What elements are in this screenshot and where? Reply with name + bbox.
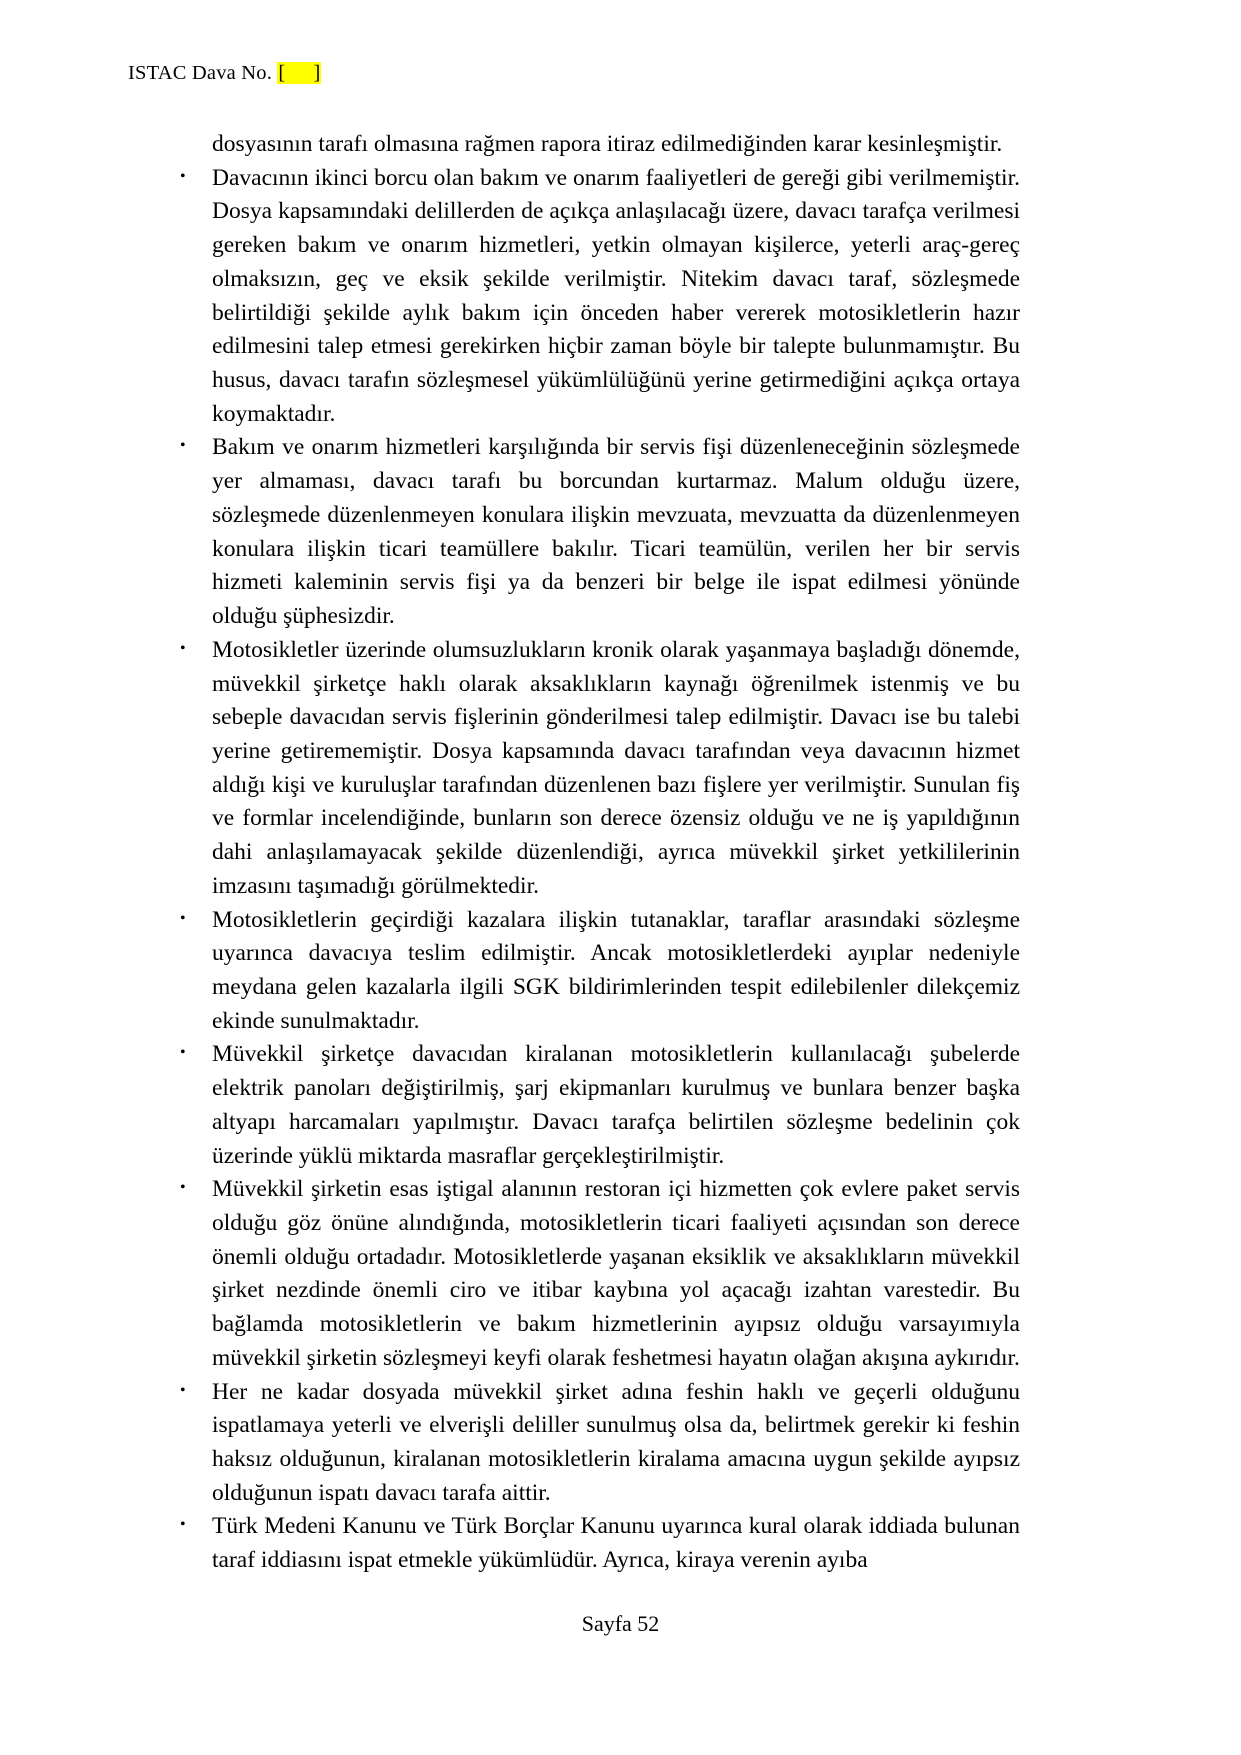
list-item: • Bakım ve onarım hizmetleri karşılığında bir servis fişi düzenleneceğinin sözleşmede yer almaması, davacı tarafı bu borcundan kurtarmaz. Malum olduğu üzere, sözleşmede düzenlenmeyen konulara ilişkin mevzuata, mevzuatta da düzenlenmeyen konulara ilişkin ticari teamüllere bakılır. Ticari teamülün, verilen her bir servis hizmeti kaleminin servis fişi ya da benzeri bir belge ile ispat edilmesi yönünde olduğu şüphesizdir. (212, 431, 1020, 633)
list-item: • Motosikletler üzerinde olumsuzlukların kronik olarak yaşanmaya başladığı dönemde, müvekkil şirketçe haklı olarak aksaklıkların kaynağı öğrenilmek istenmiş ve bu sebeple davacıdan servis fişlerinin gönderilmesi talep edilmiştir. Davacı ise bu talebi yerine getirememiştir. Dosya kapsamında davacı tarafından veya davacının hizmet aldığı kişi ve kuruluşlar tarafından düzenlenen bazı fişlere yer verilmiştir. Sunulan fiş ve formlar incelendiğinde, bunların son derece özensiz olduğu ve ne iş yapıldığının dahi anlaşılamayacak şekilde düzenlendiği, ayrıca müvekkil şirket yetkililerinin imzasını taşımadığı görülmektedir. (212, 634, 1020, 904)
case-number-placeholder-highlight[interactable] (277, 62, 321, 84)
list-item: • Müvekkil şirketin esas iştigal alanının restoran içi hizmetten çok evlere paket servis olduğu göz önüne alındığında, motosikletlerin ticari faaliyeti açısından son derece önemli olduğu ortadadır. Motosikletlerde yaşanan eksiklik ve aksaklıkların müvekkil şirket nezdinde önemli ciro ve itibar kaybına yol açacağı izahtan varestedir. Bu bağlamda motosikletlerin ve bakım hizmetlerinin ayıpsız olduğu varsayımıyla müvekkil şirketin sözleşmeyi keyfi olarak feshetmesi hayatın olağan akışına aykırıdır. (212, 1173, 1020, 1375)
list-item: • Davacının ikinci borcu olan bakım ve onarım faaliyetleri de gereği gibi verilmemiştir. Dosya kapsamındaki delillerden de açıkça anlaşılacağı üzere, davacı tarafça verilmesi gereken bakım ve onarım hizmetleri, yetkin olmayan kişilerce, yeterli araç-gereç olmaksızın, geç ve eksik şekilde verilmiştir. Nitekim davacı taraf, sözleşmede belirtildiği şekilde aylık bakım için önceden haber vererek motosikletlerin hazır edilmesini talep etmesi gerekirken hiçbir zaman böyle bir talepte bulunmamıştır. Bu husus, davacı tarafın sözleşmesel yükümlülüğünü yerine getirmediğini açıkça ortaya koymaktadır. (212, 162, 1020, 432)
list-item: • Türk Medeni Kanunu ve Türk Borçlar Kanunu uyarınca kural olarak iddiada bulunan taraf iddiasını ispat etmekle yükümlüdür. Ayrıca, kiraya verenin ayıba (212, 1510, 1020, 1577)
page-number: Sayfa 52 (581, 1611, 660, 1636)
case-number-label: ISTAC Dava No. (128, 62, 273, 84)
page-header (128, 62, 321, 85)
list-item: • Motosikletlerin geçirdiği kazalara ilişkin tutanaklar, taraflar arasındaki sözleşme uyarınca davacıya teslim edilmiştir. Ancak motosikletlerdeki ayıplar nedeniyle meydana gelen kazalarla ilgili SGK bildirimlerinden tespit edilebilenler dilekçemiz ekinde sunulmaktadır. (212, 904, 1020, 1039)
page-footer (0, 1611, 1241, 1637)
continuation-paragraph: dosyasının tarafı olmasına rağmen rapora itiraz edilmediğinden karar kesinleşmiştir. (212, 131, 1003, 157)
bracket-close: ] (313, 62, 321, 84)
bullet-list (160, 162, 1020, 1578)
document-body (160, 128, 1020, 1578)
list-item: • Her ne kadar dosyada müvekkil şirket adına feshin haklı ve geçerli olduğunu ispatlamaya yeterli ve elverişli deliller sunulmuş olsa da, belirtmek gerekir ki feshin haksız olduğunun, kiralanan motosikletlerin kiralama amacına uygun şekilde ayıpsız olduğunun ispatı davacı tarafa aittir. (212, 1376, 1020, 1511)
list-item: • Müvekkil şirketçe davacıdan kiralanan motosikletlerin kullanılacağı şubelerde elektrik panoları değiştirilmiş, şarj ekipmanları kurulmuş ve bunlara benzer başka altyapı harcamaları yapılmıştır. Davacı tarafça belirtilen sözleşme bedelinin çok üzerinde yüklü miktarda masraflar gerçekleştirilmiştir. (212, 1038, 1020, 1173)
bracket-open: [ (278, 62, 286, 84)
